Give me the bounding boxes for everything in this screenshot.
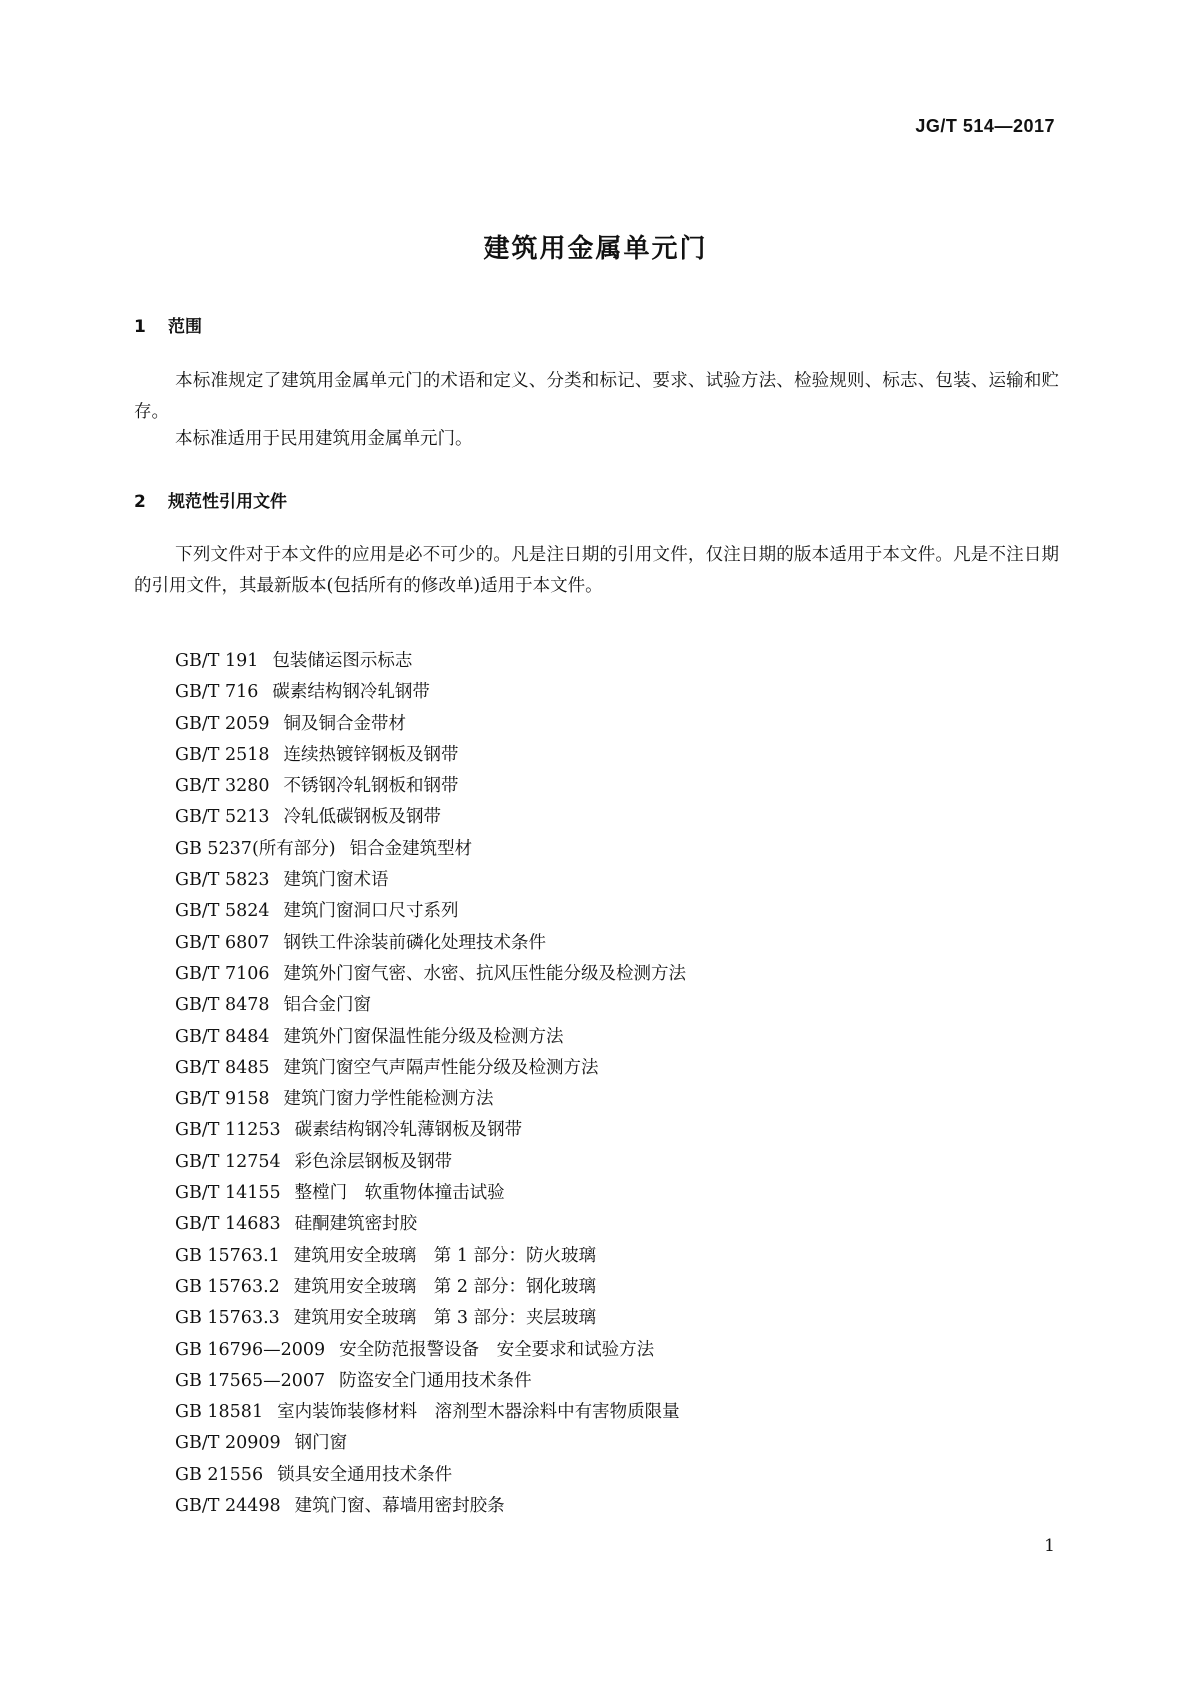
paragraph: 下列文件对于本文件的应用是必不可少的。凡是注日期的引用文件，仅注日期的版本适用于本文件。凡是不注日期的引用文件，其最新版本(包括所有的修改单)适用于本文件。 bbox=[134, 545, 1059, 596]
reference-code: GB 15763.3 bbox=[175, 1308, 280, 1329]
section-2-heading bbox=[134, 487, 287, 512]
reference-title: 建筑门窗洞口尺寸系列 bbox=[283, 901, 459, 922]
reference-code: GB/T 20909 bbox=[175, 1433, 281, 1454]
reference-title: 整樘门 软重物体撞击试验 bbox=[294, 1183, 505, 1204]
document-title: 建筑用金属单元门 bbox=[483, 234, 708, 264]
reference-title: 碳素结构钢冷轧钢带 bbox=[272, 682, 430, 703]
reference-item bbox=[175, 646, 686, 677]
reference-title: 钢铁工件涂装前磷化处理技术条件 bbox=[283, 932, 547, 953]
reference-title: 钢门窗 bbox=[294, 1433, 348, 1454]
reference-title: 彩色涂层钢板及钢带 bbox=[294, 1151, 453, 1172]
reference-item bbox=[175, 1460, 686, 1491]
reference-item bbox=[175, 928, 686, 959]
section-1-heading bbox=[134, 312, 202, 337]
reference-code: GB/T 11253 bbox=[175, 1120, 281, 1141]
reference-item bbox=[175, 1178, 686, 1209]
reference-item bbox=[175, 865, 686, 896]
reference-title: 建筑外门窗气密、水密、抗风压性能分级及检测方法 bbox=[283, 963, 687, 984]
reference-code: GB/T 8485 bbox=[175, 1057, 270, 1078]
reference-title: 建筑门窗力学性能检测方法 bbox=[283, 1089, 494, 1110]
paragraph: 本标准适用于民用建筑用金属单元门。 bbox=[175, 429, 473, 449]
reference-code: GB/T 5823 bbox=[175, 870, 270, 891]
reference-code: GB 15763.1 bbox=[175, 1245, 280, 1266]
reference-item bbox=[175, 1491, 686, 1522]
reference-code: GB 18581 bbox=[175, 1402, 264, 1423]
reference-code: GB/T 9158 bbox=[175, 1089, 270, 1110]
reference-code: GB 17565—2007 bbox=[175, 1370, 326, 1391]
reference-code: GB/T 2059 bbox=[175, 713, 270, 734]
reference-title: 室内装饰装修材料 溶剂型木器涂料中有害物质限量 bbox=[277, 1402, 680, 1423]
reference-item bbox=[175, 1335, 686, 1366]
page-number: 1 bbox=[1044, 1536, 1055, 1556]
reference-item bbox=[175, 990, 686, 1021]
reference-code: GB 5237(所有部分) bbox=[175, 838, 336, 859]
reference-title: 铝合金门窗 bbox=[283, 995, 372, 1016]
paragraph: 本标准规定了建筑用金属单元门的术语和定义、分类和标记、要求、试验方法、检验规则、标志、包装、运输和贮存。 bbox=[134, 371, 1059, 422]
section-number: 1 bbox=[134, 317, 146, 337]
reference-item bbox=[175, 709, 686, 740]
reference-title: 铜及铜合金带材 bbox=[283, 713, 407, 734]
standard-code: JG/T 514—2017 bbox=[915, 116, 1055, 136]
reference-code: GB 16796—2009 bbox=[175, 1339, 326, 1360]
reference-item bbox=[175, 1397, 686, 1428]
reference-title: 建筑外门窗保温性能分级及检测方法 bbox=[283, 1026, 564, 1047]
reference-title: 不锈钢冷轧钢板和钢带 bbox=[283, 776, 459, 797]
reference-code: GB/T 716 bbox=[175, 682, 259, 703]
reference-title: 碳素结构钢冷轧薄钢板及钢带 bbox=[294, 1120, 523, 1141]
reference-code: GB/T 5213 bbox=[175, 807, 270, 828]
section-title: 范围 bbox=[168, 317, 202, 337]
reference-code: GB/T 6807 bbox=[175, 932, 270, 953]
section-number: 2 bbox=[134, 492, 146, 512]
reference-item bbox=[175, 1022, 686, 1053]
reference-title: 建筑门窗、幕墙用密封胶条 bbox=[294, 1496, 505, 1517]
reference-list bbox=[175, 646, 686, 1522]
reference-title: 冷轧低碳钢板及钢带 bbox=[283, 807, 442, 828]
reference-title: 安全防范报警设备 安全要求和试验方法 bbox=[339, 1339, 655, 1360]
section-title: 规范性引用文件 bbox=[168, 492, 287, 512]
reference-title: 建筑门窗术语 bbox=[283, 870, 389, 891]
reference-item bbox=[175, 771, 686, 802]
reference-title: 防盗安全门通用技术条件 bbox=[339, 1370, 532, 1391]
reference-title: 铝合金建筑型材 bbox=[349, 838, 473, 859]
reference-title: 建筑用安全玻璃 第 2 部分：钢化玻璃 bbox=[293, 1276, 597, 1297]
reference-item bbox=[175, 1428, 686, 1459]
reference-item bbox=[175, 1115, 686, 1146]
reference-code: GB/T 191 bbox=[175, 651, 259, 671]
reference-item bbox=[175, 802, 686, 833]
reference-code: GB/T 8478 bbox=[175, 995, 270, 1016]
reference-title: 包装储运图示标志 bbox=[272, 651, 413, 671]
reference-item bbox=[175, 959, 686, 990]
reference-code: GB/T 24498 bbox=[175, 1496, 281, 1517]
reference-code: GB/T 12754 bbox=[175, 1151, 281, 1172]
reference-title: 硅酮建筑密封胶 bbox=[294, 1214, 418, 1235]
reference-item bbox=[175, 1209, 686, 1240]
reference-item bbox=[175, 740, 686, 771]
reference-item bbox=[175, 834, 686, 865]
reference-title: 建筑用安全玻璃 第 1 部分：防火玻璃 bbox=[293, 1245, 597, 1266]
reference-item bbox=[175, 677, 686, 708]
reference-code: GB 15763.2 bbox=[175, 1276, 280, 1297]
reference-code: GB/T 8484 bbox=[175, 1026, 270, 1047]
reference-code: GB/T 14155 bbox=[175, 1183, 281, 1204]
reference-title: 锁具安全通用技术条件 bbox=[277, 1464, 453, 1485]
reference-code: GB 21556 bbox=[175, 1464, 264, 1485]
reference-code: GB/T 3280 bbox=[175, 776, 270, 797]
reference-item bbox=[175, 1303, 686, 1334]
reference-item bbox=[175, 1147, 686, 1178]
reference-item bbox=[175, 1241, 686, 1272]
reference-item bbox=[175, 1053, 686, 1084]
reference-code: GB/T 5824 bbox=[175, 901, 270, 922]
reference-code: GB/T 2518 bbox=[175, 744, 270, 765]
reference-code: GB/T 14683 bbox=[175, 1214, 281, 1235]
reference-item bbox=[175, 896, 686, 927]
reference-title: 连续热镀锌钢板及钢带 bbox=[283, 744, 459, 765]
reference-code: GB/T 7106 bbox=[175, 963, 270, 984]
reference-item bbox=[175, 1366, 686, 1397]
reference-item bbox=[175, 1272, 686, 1303]
reference-title: 建筑门窗空气声隔声性能分级及检测方法 bbox=[283, 1057, 599, 1078]
reference-item bbox=[175, 1084, 686, 1115]
reference-title: 建筑用安全玻璃 第 3 部分：夹层玻璃 bbox=[293, 1308, 597, 1329]
